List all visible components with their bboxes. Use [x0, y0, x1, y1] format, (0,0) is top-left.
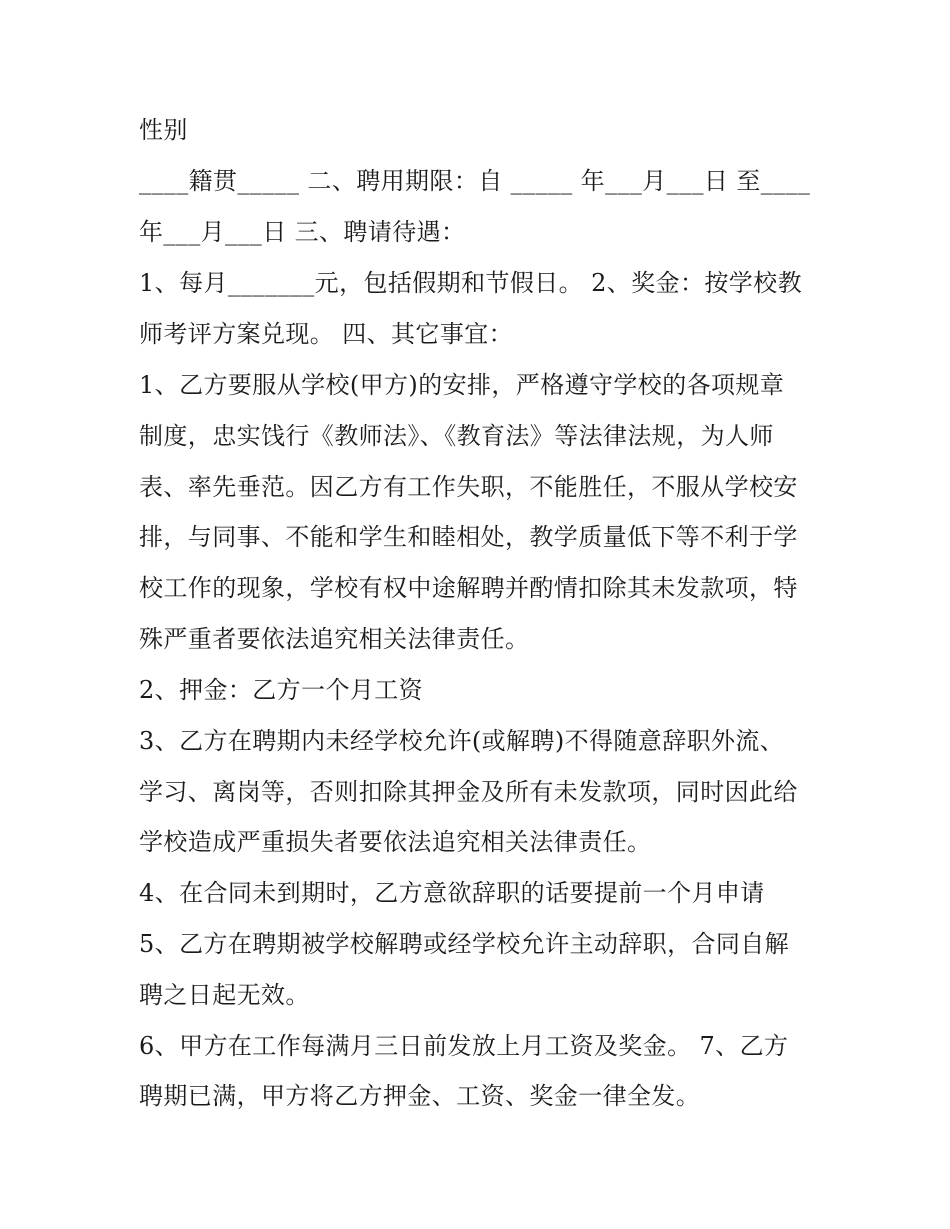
text-line: 校工作的现象，学校有权中途解聘并酌情扣除其未发款项，特 — [139, 574, 798, 602]
text-line: 4、在合同未到期时，乙方意欲辞职的话要提前一个月申请 — [139, 879, 765, 907]
text-line: 2、押金：乙方一个月工资 — [139, 676, 424, 704]
text-line: 聘之日起无效。 — [139, 981, 310, 1009]
text-line: 3、乙方在聘期内未经学校允许(或解聘)不得随意辞职外流、 — [139, 727, 785, 755]
text-line: 性别 — [139, 116, 188, 144]
text-line: 学习、离岗等，否则扣除其押金及所有未发款项，同时因此给 — [139, 778, 798, 806]
text-line: 表、率先垂范。因乙方有工作失职，不能胜任，不服从学校安 — [139, 473, 798, 501]
text-line: ____籍贯_____ 二、聘用期限：自 _____ 年___月___日 至____ — [139, 167, 811, 195]
text-line: 6、甲方在工作每满月三日前发放上月工资及奖金。 7、乙方 — [139, 1032, 789, 1060]
text-line: 1、乙方要服从学校(甲方)的安排，严格遵守学校的各项规章 — [139, 371, 785, 399]
text-line: 学校造成严重损失者要依法追究相关法律责任。 — [139, 828, 652, 856]
text-line: 1、每月_______元，包括假期和节假日。 2、奖金：按学校教 — [139, 269, 802, 297]
text-line: 排，与同事、不能和学生和睦相处，教学质量低下等不利于学 — [139, 523, 798, 551]
text-line: 师考评方案兑现。 四、其它事宜： — [139, 320, 514, 348]
text-line: 聘期已满，甲方将乙方押金、工资、奖金一律全发。 — [139, 1082, 701, 1110]
text-line: 5、乙方在聘期被学校解聘或经学校允许主动辞职，合同自解 — [139, 930, 790, 958]
text-line: 制度，忠实饯行《教师法》、《教育法》等法律法规，为人师 — [139, 422, 774, 450]
text-line: 年___月___日 三、聘请待遇： — [139, 218, 466, 246]
text-line: 殊严重者要依法追究相关法律责任。 — [139, 625, 530, 653]
